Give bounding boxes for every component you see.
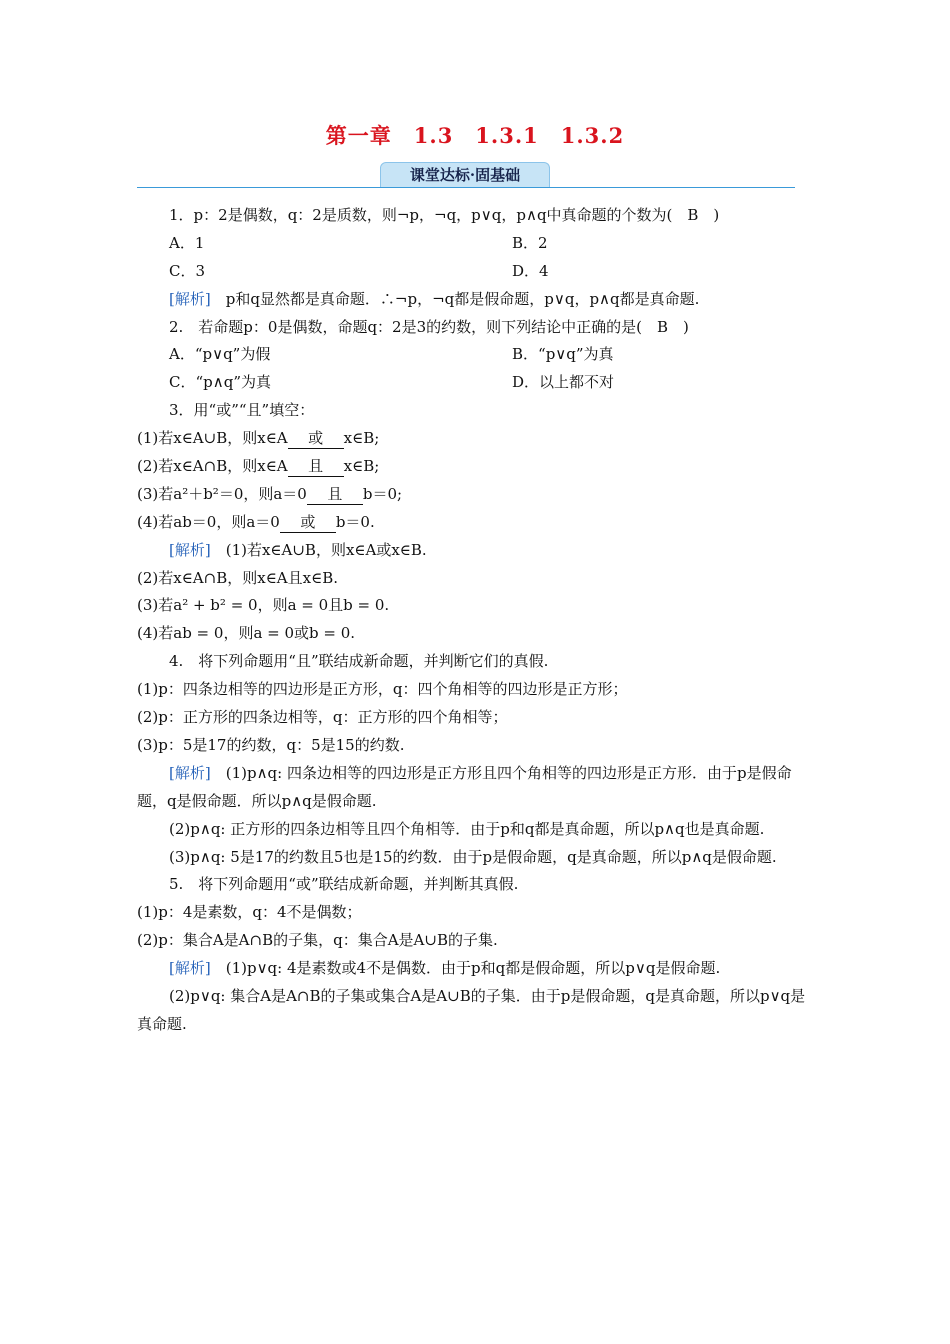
question-3-item-4 bbox=[137, 509, 812, 537]
question-5-part-1: (1)p：4是素数，q：4不是偶数； bbox=[137, 903, 362, 922]
analysis-text: (1)p∧q: 四条边相等的四边形是正方形且四个角相等的四边形是正方形．由于p是假命题，q是假命题．所以p∧q是假命题. bbox=[137, 763, 792, 810]
option-a: A．“p∨q”为假 bbox=[169, 345, 271, 364]
analysis-tag: [解析] bbox=[169, 763, 211, 782]
section-banner: 课堂达标·固基础 bbox=[380, 162, 550, 187]
page-title: 第一章 1.3 1.3.1 1.3.2 bbox=[325, 123, 625, 148]
item-text: (2)若x∈A∩B，则x∈A bbox=[137, 457, 288, 476]
question-5-analysis-1 bbox=[137, 955, 812, 983]
question-4-analysis-3 bbox=[137, 844, 812, 872]
question-4-part-1: (1)p：四条边相等的四边形是正方形，q：四个角相等的四边形是正方形； bbox=[137, 680, 628, 699]
item-text: (4)若ab＝0，则a＝0 bbox=[137, 512, 280, 531]
analysis-text: (1)若x∈A∪B，则x∈A或x∈B. bbox=[210, 540, 427, 559]
analysis-text: (2)p∧q: 正方形的四条边相等且四个角相等．由于p和q都是真命题，所以p∧q也是真命题. bbox=[169, 819, 765, 838]
item-text: (3)若a²＋b²＝0，则a＝0 bbox=[137, 484, 307, 503]
item-text: (1)若x∈A∪B，则x∈A bbox=[137, 429, 288, 448]
option-b: B．2 bbox=[512, 233, 548, 252]
question-5-analysis-2 bbox=[137, 983, 812, 1039]
question-3-analysis bbox=[137, 537, 812, 565]
analysis-text: (2)p∨q: 集合A是A∩B的子集或集合A是A∪B的子集．由于p是假命题，q是真命题，所以p∨q是真命题. bbox=[137, 987, 806, 1033]
analysis-text: (1)p∨q: 4是素数或4不是偶数．由于p和q都是假命题，所以p∨q是假命题. bbox=[210, 959, 721, 978]
item-text: x∈B; bbox=[343, 429, 380, 448]
question-1-stem: 1．p：2是偶数，q：2是质数，则¬p，¬q，p∨q，p∧q中真命题的个数为( B ) bbox=[169, 206, 720, 224]
question-3-item-3 bbox=[137, 481, 812, 509]
question-2-options-ab bbox=[137, 341, 812, 369]
question-5-stem: 5. 将下列命题用“或”联结成新命题，并判断其真假. bbox=[169, 875, 519, 894]
question-3-item-2 bbox=[137, 453, 812, 481]
answer-blank: 或 bbox=[288, 428, 344, 449]
analysis-tag: [解析] bbox=[169, 959, 211, 978]
question-4-part-2: (2)p：正方形的四条边相等，q：正方形的四个角相等； bbox=[137, 708, 508, 727]
question-3-analysis-2: (2)若x∈A∩B，则x∈A且x∈B. bbox=[137, 568, 338, 587]
question-4-part-3: (3)p：5是17的约数，q：5是15的约数. bbox=[137, 735, 405, 754]
answer-blank: 且 bbox=[307, 484, 363, 505]
analysis-tag: [解析] bbox=[169, 540, 211, 559]
answer-blank: 或 bbox=[280, 512, 336, 533]
question-2-options-cd bbox=[137, 369, 812, 397]
answer-blank: 且 bbox=[288, 456, 344, 477]
item-text: b＝0. bbox=[335, 512, 375, 531]
question-1-options-cd bbox=[137, 258, 812, 286]
question-1-analysis bbox=[137, 286, 812, 314]
option-c: C．3 bbox=[169, 261, 206, 280]
question-3-analysis-3: (3)若a² + b² = 0，则a = 0且b = 0. bbox=[137, 596, 390, 615]
question-4-analysis-1 bbox=[137, 760, 812, 816]
document-body bbox=[137, 202, 812, 1039]
question-3-stem: 3．用“或”“且”填空： bbox=[169, 401, 315, 420]
analysis-text: p和q显然都是真命题．∴¬p，¬q都是假命题，p∨q，p∧q都是真命题. bbox=[210, 289, 700, 308]
option-d: D．以上都不对 bbox=[512, 373, 615, 392]
item-text: b＝0; bbox=[362, 484, 403, 503]
question-2-stem: 2. 若命题p：0是偶数，命题q：2是3的约数，则下列结论中正确的是( B ) bbox=[169, 317, 689, 336]
option-b: B．“p∨q”为真 bbox=[512, 345, 614, 364]
question-3-item-1 bbox=[137, 425, 812, 453]
question-5-part-2: (2)p：集合A是A∩B的子集，q：集合A是A∪B的子集. bbox=[137, 931, 498, 950]
question-4-stem: 4. 将下列命题用“且”联结成新命题，并判断它们的真假. bbox=[169, 652, 549, 671]
option-d: D．4 bbox=[512, 261, 549, 280]
analysis-text: (3)p∧q: 5是17的约数且5也是15的约数．由于p是假命题，q是真命题，所以p∧q是假命题. bbox=[169, 847, 777, 866]
analysis-tag: [解析] bbox=[169, 289, 211, 308]
question-1-options-ab bbox=[137, 230, 812, 258]
item-text: x∈B; bbox=[343, 457, 380, 476]
option-c: C．“p∧q”为真 bbox=[169, 373, 271, 392]
question-4-analysis-2 bbox=[137, 816, 812, 844]
question-3-analysis-4: (4)若ab = 0，则a = 0或b = 0. bbox=[137, 624, 356, 643]
option-a: A．1 bbox=[169, 233, 205, 252]
